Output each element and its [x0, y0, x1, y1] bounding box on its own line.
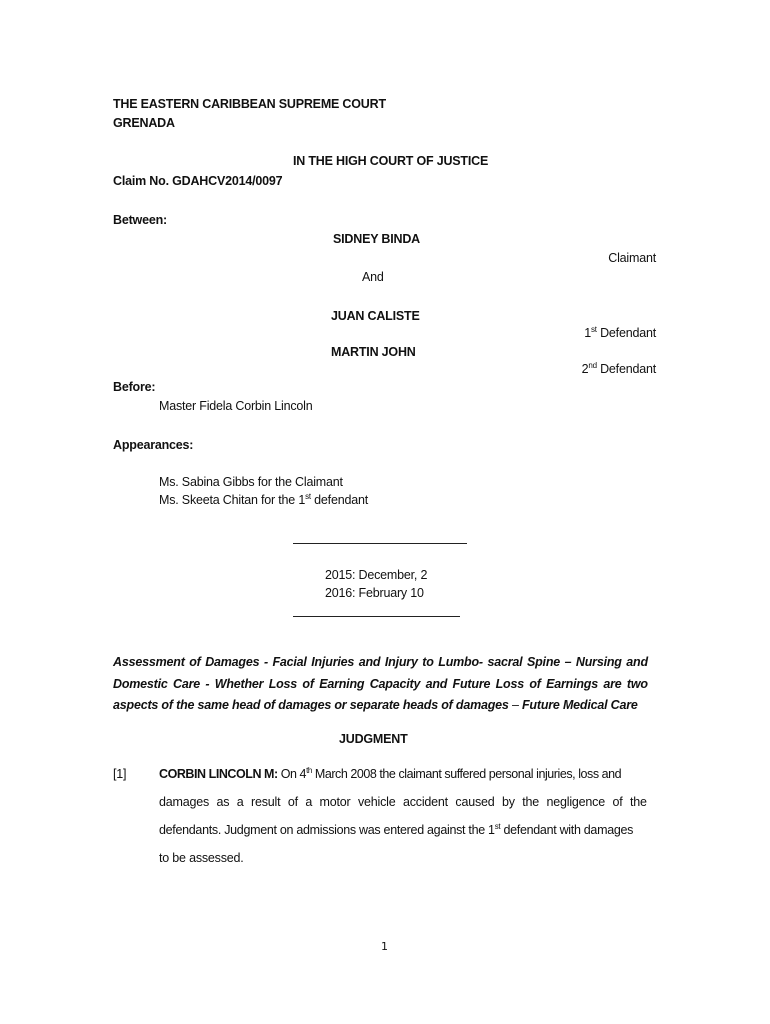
- judgment-heading: JUDGMENT: [339, 732, 408, 746]
- divider-bottom: [293, 616, 460, 617]
- paragraph-line-2: damages as a result of a motor vehicle accident caused by the negligence of the: [159, 795, 647, 809]
- claim-number: Claim No. GDAHCV2014/0097: [113, 174, 283, 188]
- judge-name: Master Fidela Corbin Lincoln: [159, 399, 313, 413]
- between-label: Between:: [113, 213, 167, 227]
- appearances-label: Appearances:: [113, 438, 194, 452]
- hearing-date: 2015: December, 2: [325, 568, 428, 582]
- catchwords-line-3: aspects of the same head of damages or separate heads of damages – Future Medical Care: [113, 698, 638, 712]
- court-name: THE EASTERN CARIBBEAN SUPREME COURT: [113, 97, 386, 111]
- paragraph-line-4: to be assessed.: [159, 851, 244, 865]
- paragraph-number: [1]: [113, 767, 127, 781]
- claimant-role: Claimant: [608, 251, 656, 265]
- territory: GRENADA: [113, 116, 175, 130]
- catchwords-line-1: Assessment of Damages - Facial Injuries and Injury to Lumbo- sacral Spine – Nursing and: [113, 655, 648, 669]
- defendant1-role: 1st Defendant: [584, 324, 656, 340]
- paragraph-line-1: CORBIN LINCOLN M: On 4th March 2008 the claimant suffered personal injuries, loss and: [159, 765, 622, 781]
- court-division: IN THE HIGH COURT OF JUSTICE: [293, 154, 489, 168]
- divider-top: [293, 543, 467, 544]
- appearance-defendant: Ms. Skeeta Chitan for the 1st defendant: [159, 491, 368, 507]
- catchwords-line-2: Domestic Care - Whether Loss of Earning Capacity and Future Loss of Earnings are two: [113, 677, 648, 691]
- before-label: Before:: [113, 380, 156, 394]
- judgment-date: 2016: February 10: [325, 586, 424, 600]
- page-number: 1: [381, 940, 388, 953]
- claimant-name: SIDNEY BINDA: [333, 232, 420, 246]
- and-label: And: [362, 270, 384, 284]
- defendant1-name: JUAN CALISTE: [331, 309, 420, 323]
- paragraph-line-3: defendants. Judgment on admissions was entered against the 1st defendant with damages: [159, 821, 634, 837]
- appearance-claimant: Ms. Sabina Gibbs for the Claimant: [159, 475, 343, 489]
- defendant2-role: 2nd Defendant: [581, 360, 656, 376]
- defendant2-name: MARTIN JOHN: [331, 345, 416, 359]
